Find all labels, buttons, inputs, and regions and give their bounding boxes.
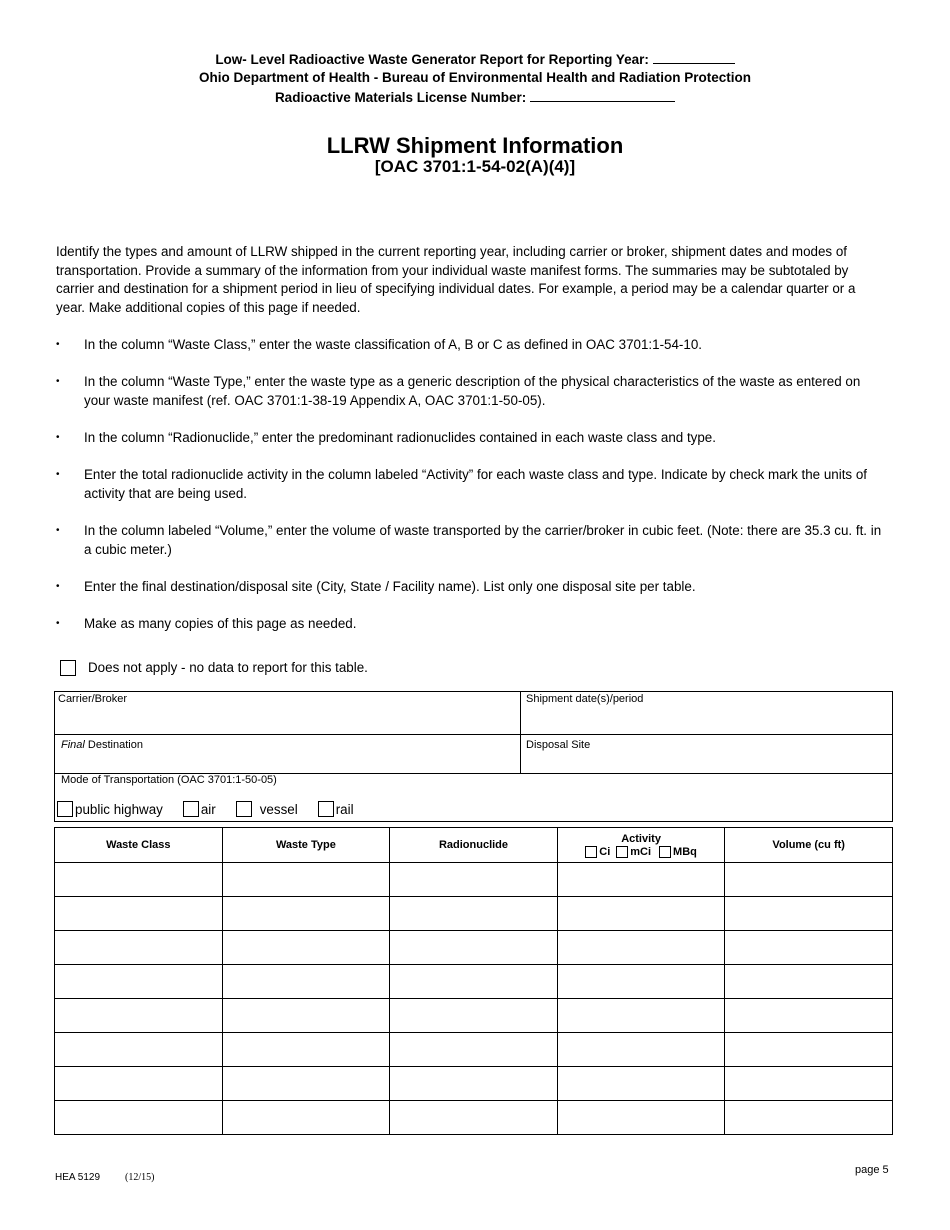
table-row: [55, 931, 893, 965]
department-line: Ohio Department of Health - Bureau of Environmental Health and Radiation Protection: [198, 70, 752, 85]
does-not-apply-checkbox[interactable]: [60, 660, 76, 676]
mci-label: mCi: [630, 845, 652, 858]
volume-cell[interactable]: [725, 863, 893, 897]
waste-type-cell[interactable]: [222, 897, 390, 931]
waste-class-cell[interactable]: [55, 931, 223, 965]
waste-class-cell[interactable]: [55, 999, 223, 1033]
waste-type-cell[interactable]: [222, 965, 390, 999]
destination-word: Destination: [84, 739, 143, 751]
volume-cell[interactable]: [725, 897, 893, 931]
page-title: LLRW Shipment Information: [326, 133, 624, 158]
table-row: [55, 1067, 893, 1101]
report-year-line: [0, 51, 950, 67]
volume-cell[interactable]: [725, 1033, 893, 1067]
waste-class-cell[interactable]: [55, 897, 223, 931]
report-year-label: Low- Level Radioactive Waste Generator Report for Reporting Year:: [215, 52, 649, 67]
form-row-divider-1: [54, 734, 893, 735]
bullet-dot-icon: •: [56, 618, 60, 629]
waste-class-cell[interactable]: [55, 1101, 223, 1135]
table-row: [55, 965, 893, 999]
form-revision: (12/15): [125, 1172, 155, 1183]
page-subtitle: [OAC 3701:1-54-02(A)(4)]: [374, 157, 576, 176]
radionuclide-cell[interactable]: [390, 1101, 558, 1135]
waste-type-header: Waste Type: [222, 828, 390, 863]
activity-cell[interactable]: [557, 863, 725, 897]
bullet-dot-icon: •: [56, 376, 60, 387]
disposal-site-field[interactable]: Disposal Site: [526, 739, 591, 751]
does-not-apply-label: Does not apply - no data to report for this table.: [88, 660, 368, 675]
table-row: [55, 1033, 893, 1067]
waste-type-cell[interactable]: [222, 1067, 390, 1101]
volume-cell[interactable]: [725, 999, 893, 1033]
rail-checkbox[interactable]: [318, 801, 334, 817]
table-header-row: [55, 828, 893, 863]
radionuclide-cell[interactable]: [390, 1067, 558, 1101]
intro-paragraph: Identify the types and amount of LLRW shipped in the current reporting year, including carrier or broker, shipment dates and modes of transportation. Provide a summary of the information from your individual waste manifest forms. The summaries may be subtotaled by carrier and destination for a shipment period in lieu of specifying individual dates. For example, a period may be a calendar quarter or a year. Make additional copies of this page if needed.: [56, 244, 856, 315]
license-line: [0, 89, 950, 105]
waste-class-header: Waste Class: [55, 828, 223, 863]
waste-data-table: [54, 827, 893, 1135]
activity-cell[interactable]: [557, 897, 725, 931]
form-id: HEA 5129: [55, 1172, 101, 1183]
radionuclide-cell[interactable]: [390, 931, 558, 965]
waste-class-cell[interactable]: [55, 1033, 223, 1067]
ci-checkbox[interactable]: [585, 846, 597, 858]
report-year-blank[interactable]: [653, 51, 735, 64]
volume-cell[interactable]: [725, 931, 893, 965]
final-word: Final: [61, 739, 85, 751]
waste-class-cell[interactable]: [55, 965, 223, 999]
radionuclide-cell[interactable]: [390, 897, 558, 931]
mode-of-transportation-label: Mode of Transportation (OAC 3701:1-50-05): [61, 774, 277, 786]
waste-class-cell[interactable]: [55, 863, 223, 897]
bullet-dot-icon: •: [56, 469, 60, 480]
activity-cell[interactable]: [557, 1033, 725, 1067]
vessel-label: vessel: [259, 801, 298, 817]
ci-label: Ci: [599, 845, 611, 858]
table-row: [55, 897, 893, 931]
bullet-dot-icon: •: [56, 432, 60, 443]
bullet-dot-icon: •: [56, 581, 60, 592]
waste-class-cell[interactable]: [55, 1067, 223, 1101]
waste-type-cell[interactable]: [222, 999, 390, 1033]
public-highway-label: public highway: [75, 801, 163, 817]
volume-cell[interactable]: [725, 1067, 893, 1101]
table-row: [55, 999, 893, 1033]
radionuclide-header: Radionuclide: [390, 828, 558, 863]
vessel-checkbox[interactable]: [236, 801, 252, 817]
radionuclide-cell[interactable]: [390, 1033, 558, 1067]
waste-type-cell[interactable]: [222, 931, 390, 965]
activity-header-label: Activity: [621, 832, 661, 845]
waste-type-cell[interactable]: [222, 863, 390, 897]
volume-header: Volume (cu ft): [725, 828, 893, 863]
final-destination-field[interactable]: [61, 739, 143, 751]
air-checkbox[interactable]: [183, 801, 199, 817]
transport-mode-options: [57, 801, 374, 817]
shipment-dates-field[interactable]: Shipment date(s)/period: [526, 693, 644, 705]
does-not-apply-row: [60, 660, 368, 676]
public-highway-checkbox[interactable]: [57, 801, 73, 817]
activity-header: [557, 828, 725, 863]
radionuclide-cell[interactable]: [390, 999, 558, 1033]
radionuclide-cell[interactable]: [390, 863, 558, 897]
activity-cell[interactable]: [557, 1067, 725, 1101]
volume-cell[interactable]: [725, 965, 893, 999]
license-label: Radioactive Materials License Number:: [274, 90, 527, 105]
activity-cell[interactable]: [557, 999, 725, 1033]
license-blank[interactable]: [530, 89, 675, 102]
activity-cell[interactable]: [557, 1101, 725, 1135]
waste-type-cell[interactable]: [222, 1033, 390, 1067]
activity-cell[interactable]: [557, 965, 725, 999]
bullet-dot-icon: •: [56, 525, 60, 536]
table-row: [55, 1101, 893, 1135]
mbq-label: MBq: [673, 845, 697, 858]
carrier-broker-field[interactable]: Carrier/Broker: [58, 693, 128, 705]
mci-checkbox[interactable]: [616, 846, 628, 858]
rail-label: rail: [335, 801, 354, 817]
activity-units: [558, 846, 725, 858]
bullet-dot-icon: •: [56, 339, 60, 350]
page-number: page 5: [855, 1164, 889, 1176]
waste-type-cell[interactable]: [222, 1101, 390, 1135]
radionuclide-cell[interactable]: [390, 965, 558, 999]
mbq-checkbox[interactable]: [659, 846, 671, 858]
air-label: air: [200, 801, 216, 817]
activity-cell[interactable]: [557, 931, 725, 965]
volume-cell[interactable]: [725, 1101, 893, 1135]
table-row: [55, 863, 893, 897]
